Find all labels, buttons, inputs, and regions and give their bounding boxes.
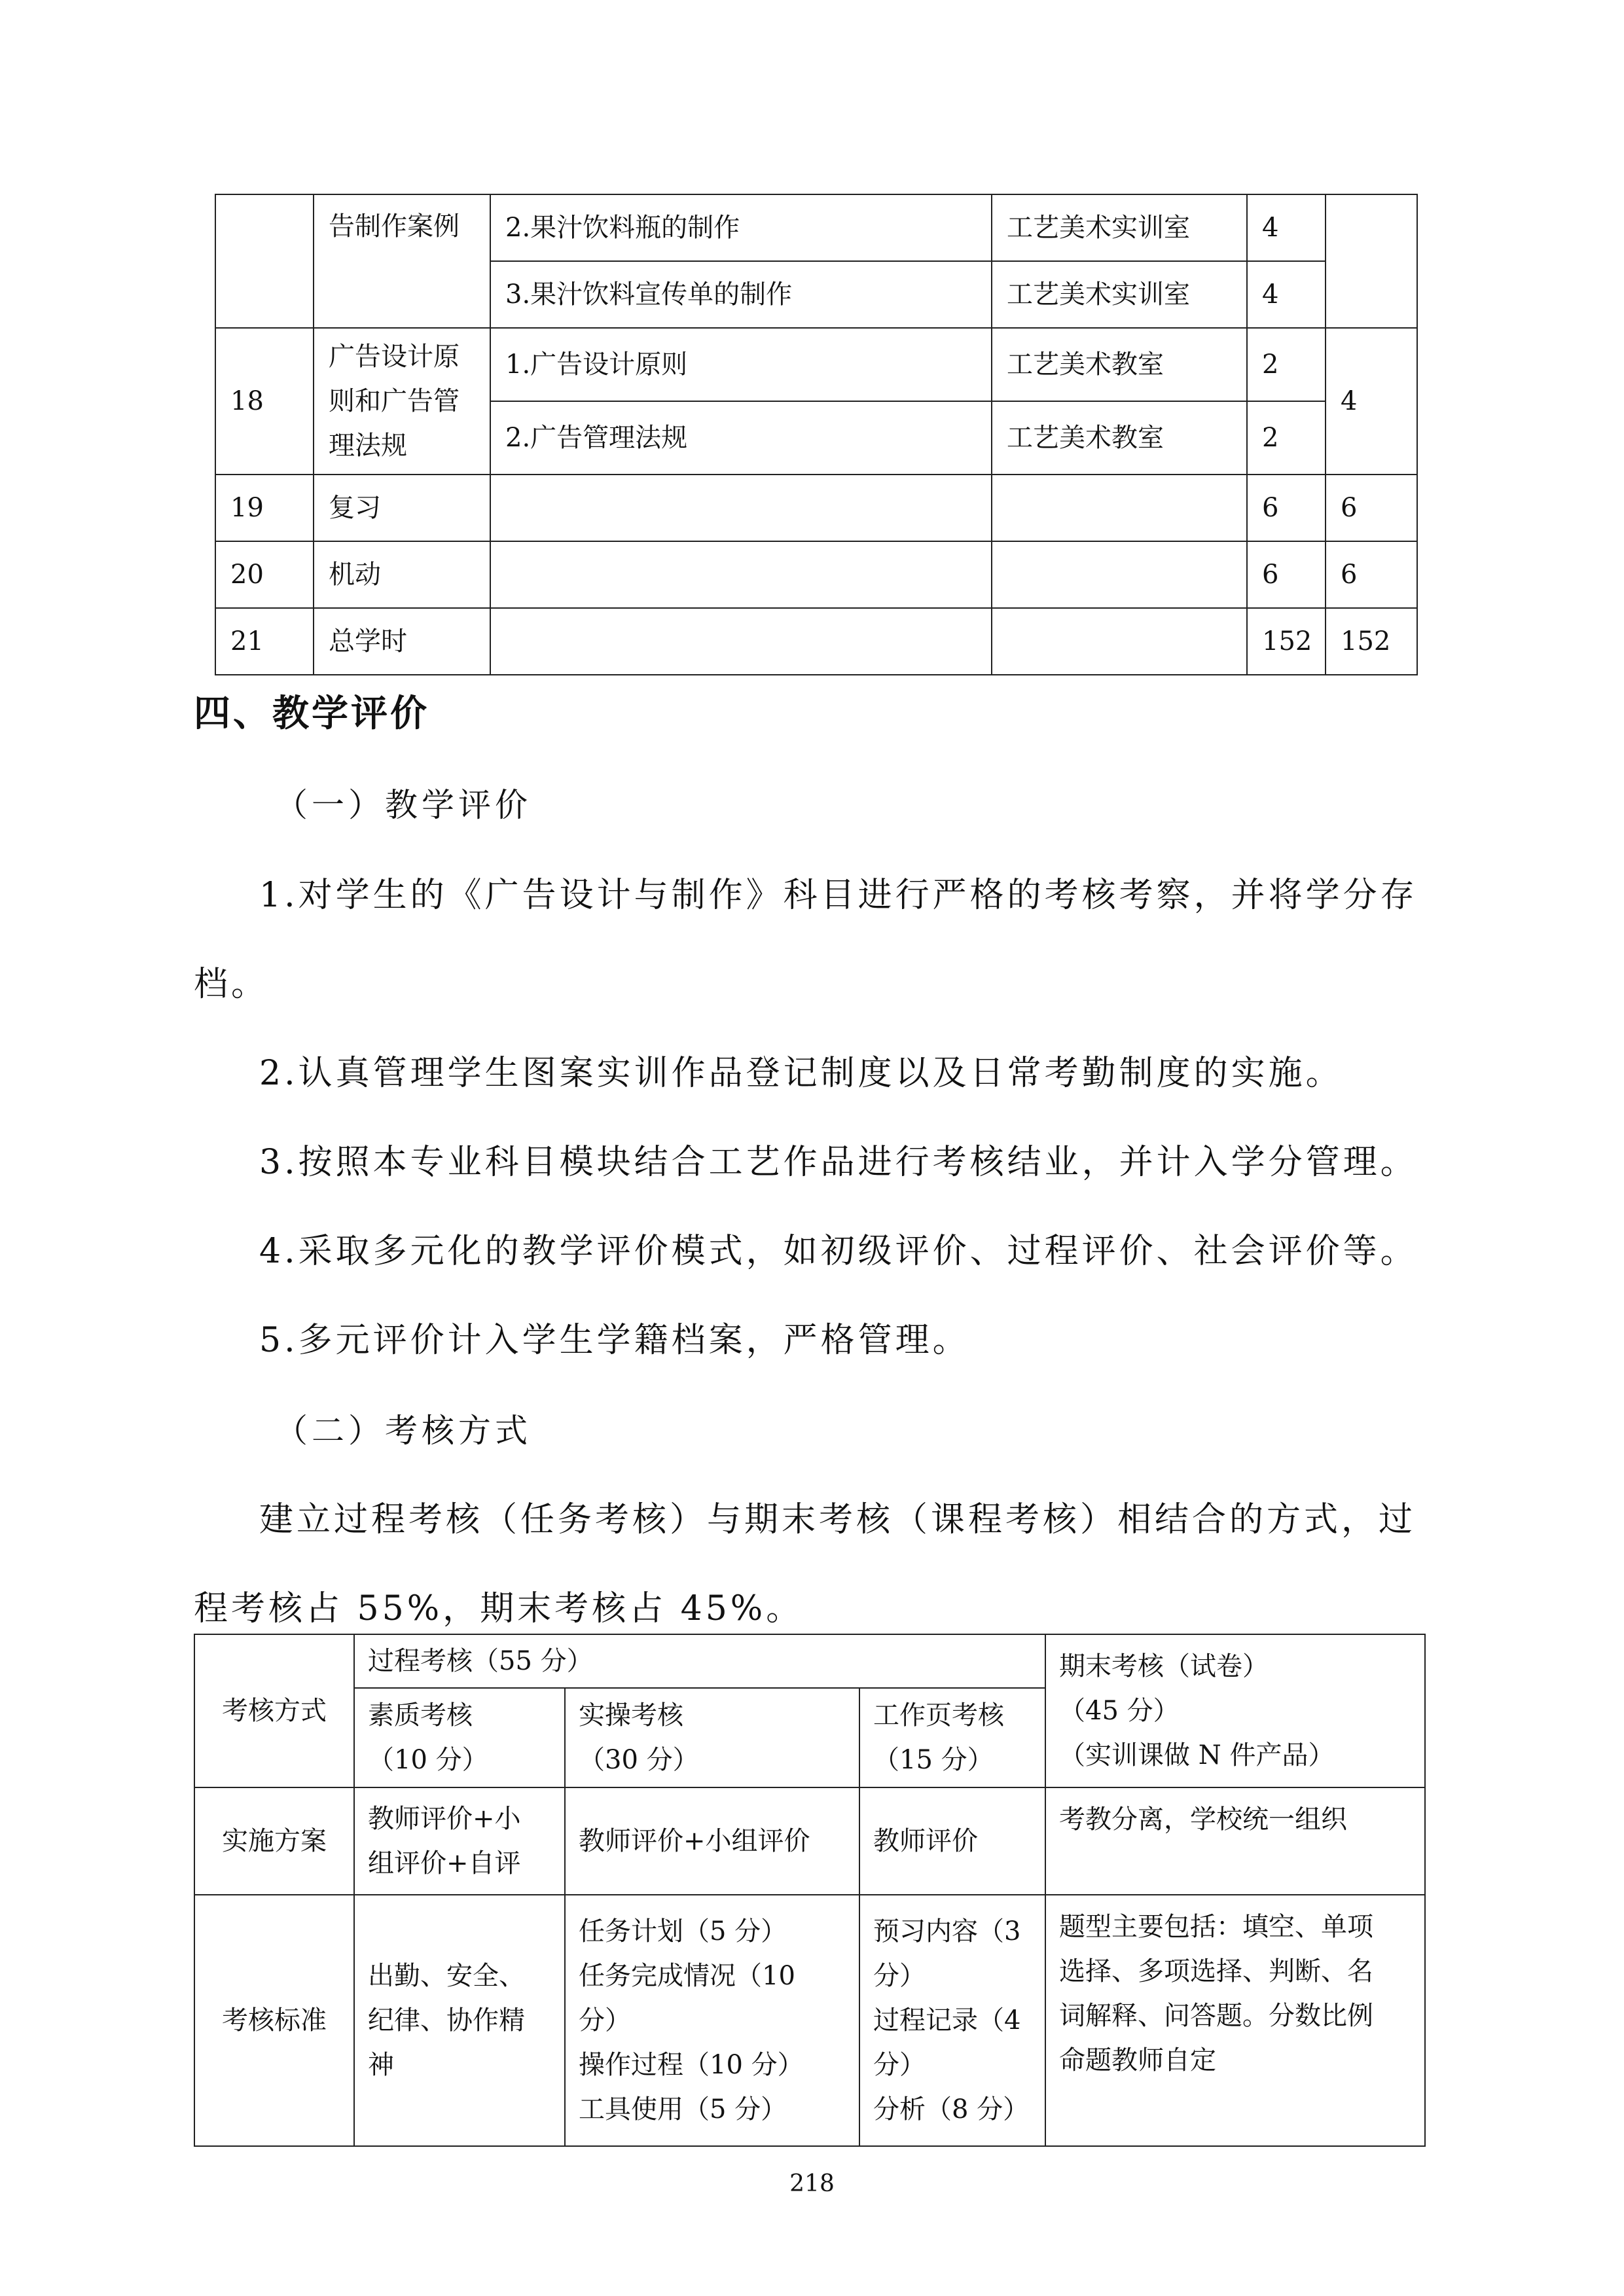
label-plan: 实施方案 bbox=[194, 1787, 354, 1895]
final-header bbox=[1045, 1634, 1425, 1787]
cell-content: 3.果汁饮料宣传单的制作 bbox=[490, 261, 992, 328]
topic-line: 广告设计原 bbox=[329, 342, 460, 372]
std-line: 过程记录（4 bbox=[873, 2005, 1021, 2036]
cell-topic: 复习 bbox=[314, 475, 490, 541]
cell-hours: 4 bbox=[1247, 261, 1326, 328]
cell-topic: 告制作案例 bbox=[314, 194, 490, 328]
header-line: （30 分） bbox=[579, 1745, 699, 1775]
subsection-heading-evaluation: （一）教学评价 bbox=[275, 786, 532, 824]
cell-topic: 机动 bbox=[314, 541, 490, 608]
section-heading: 四、教学评价 bbox=[194, 692, 429, 735]
final-line: 期末考核（试卷） bbox=[1059, 1651, 1269, 1681]
final-line: （45 分） bbox=[1059, 1696, 1180, 1726]
plan-line: 组评价+自评 bbox=[368, 1848, 521, 1878]
cell-content bbox=[490, 475, 992, 541]
std-line: 选择、多项选择、判断、名 bbox=[1059, 1956, 1374, 1986]
table-row bbox=[215, 541, 1417, 608]
std-line: 分） bbox=[873, 1961, 926, 1991]
std-line: 词解释、问答题。分数比例 bbox=[1059, 2001, 1374, 2031]
topic-line: 理法规 bbox=[329, 431, 407, 461]
method-description bbox=[194, 1475, 1437, 1653]
label-standard: 考核标准 bbox=[194, 1895, 354, 2146]
cell-total: 4 bbox=[1326, 328, 1417, 475]
std-line: 分） bbox=[873, 2050, 926, 2080]
cell-total: 6 bbox=[1326, 475, 1417, 541]
cell-content: 2.果汁饮料瓶的制作 bbox=[490, 194, 992, 261]
cell-venue: 工艺美术实训室 bbox=[992, 194, 1247, 261]
plan-workpage: 教师评价 bbox=[859, 1787, 1045, 1895]
plan-final: 考教分离，学校统一组织 bbox=[1045, 1787, 1425, 1895]
evaluation-items bbox=[194, 851, 1437, 1385]
cell-total: 152 bbox=[1326, 608, 1417, 675]
header-line: （15 分） bbox=[873, 1745, 994, 1775]
table-row bbox=[194, 1895, 1425, 2146]
subsection-heading-method: （二）考核方式 bbox=[275, 1412, 532, 1450]
header-line: 工作页考核 bbox=[873, 1700, 1004, 1731]
cell-content bbox=[490, 608, 992, 675]
cell-no: 19 bbox=[215, 475, 314, 541]
evaluation-item: 5.多元评价计入学生学籍档案，严格管理。 bbox=[259, 1321, 970, 1360]
cell-hours: 6 bbox=[1247, 475, 1326, 541]
header-line: （10 分） bbox=[368, 1745, 488, 1775]
cell-no: 20 bbox=[215, 541, 314, 608]
table-row bbox=[215, 194, 1417, 261]
quality-header bbox=[354, 1688, 565, 1787]
cell-content: 2.广告管理法规 bbox=[490, 401, 992, 475]
std-line: 任务完成情况（10 bbox=[579, 1961, 795, 1991]
process-header: 过程考核（55 分） bbox=[354, 1634, 1045, 1688]
cell-venue: 工艺美术教室 bbox=[992, 328, 1247, 401]
table-row bbox=[215, 475, 1417, 541]
std-line: 分） bbox=[579, 2005, 631, 2036]
cell-hours: 6 bbox=[1247, 541, 1326, 608]
std-line: 操作过程（10 分） bbox=[579, 2050, 804, 2080]
evaluation-item: 4.采取多元化的教学评价模式，如初级评价、过程评价、社会评价等。 bbox=[259, 1232, 1418, 1271]
cell-venue: 工艺美术教室 bbox=[992, 401, 1247, 475]
workpage-header bbox=[859, 1688, 1045, 1787]
page-number: 218 bbox=[789, 2170, 835, 2197]
cell-total: 6 bbox=[1326, 541, 1417, 608]
std-line: 任务计划（5 分） bbox=[579, 1916, 787, 1946]
std-line: 神 bbox=[368, 2050, 394, 2080]
evaluation-item: 3.按照本专业科目模块结合工艺作品进行考核结业，并计入学分管理。 bbox=[259, 1143, 1418, 1182]
evaluation-item: 2.认真管理学生图案实训作品登记制度以及日常考勤制度的实施。 bbox=[259, 1054, 1343, 1093]
std-line: 命题教师自定 bbox=[1059, 2045, 1217, 2075]
label-method: 考核方式 bbox=[194, 1634, 354, 1787]
header-line: 实操考核 bbox=[579, 1700, 683, 1731]
final-line: （实训课做 N 件产品） bbox=[1059, 1740, 1335, 1770]
std-operation bbox=[565, 1895, 859, 2146]
table-row bbox=[194, 1634, 1425, 1688]
cell-topic: 总学时 bbox=[314, 608, 490, 675]
cell-topic bbox=[314, 328, 490, 475]
std-line: 题型主要包括：填空、单项 bbox=[1059, 1912, 1374, 1942]
header-line: 素质考核 bbox=[368, 1700, 473, 1731]
cell-no bbox=[215, 194, 314, 328]
cell-total bbox=[1326, 194, 1417, 328]
cell-venue bbox=[992, 608, 1247, 675]
assessment-table bbox=[194, 1634, 1426, 2147]
table-row bbox=[194, 1787, 1425, 1895]
evaluation-item: 1.对学生的《广告设计与制作》科目进行严格的考核考察，并将学分存 bbox=[259, 876, 1418, 915]
method-line: 建立过程考核（任务考核）与期末考核（课程考核）相结合的方式，过 bbox=[259, 1500, 1416, 1539]
schedule-table bbox=[215, 194, 1418, 675]
table-row bbox=[215, 328, 1417, 401]
cell-venue bbox=[992, 475, 1247, 541]
plan-line: 教师评价+小 bbox=[368, 1804, 521, 1834]
method-line: 程考核占 55%，期末考核占 45%。 bbox=[194, 1589, 804, 1628]
cell-venue bbox=[992, 541, 1247, 608]
cell-content bbox=[490, 541, 992, 608]
std-line: 工具使用（5 分） bbox=[579, 2094, 787, 2125]
cell-no: 18 bbox=[215, 328, 314, 475]
std-final bbox=[1045, 1895, 1425, 2146]
cell-content: 1.广告设计原则 bbox=[490, 328, 992, 401]
cell-hours: 4 bbox=[1247, 194, 1326, 261]
table-row bbox=[215, 608, 1417, 675]
evaluation-item: 档。 bbox=[194, 965, 269, 1004]
cell-venue: 工艺美术实训室 bbox=[992, 261, 1247, 328]
std-line: 分析（8 分） bbox=[873, 2094, 1030, 2125]
plan-quality bbox=[354, 1787, 565, 1895]
cell-hours: 2 bbox=[1247, 401, 1326, 475]
cell-no: 21 bbox=[215, 608, 314, 675]
operation-header bbox=[565, 1688, 859, 1787]
topic-line: 则和广告管 bbox=[329, 386, 460, 416]
std-line: 预习内容（3 bbox=[873, 1916, 1021, 1946]
std-workpage bbox=[859, 1895, 1045, 2146]
cell-hours: 152 bbox=[1247, 608, 1326, 675]
plan-operation: 教师评价+小组评价 bbox=[565, 1787, 859, 1895]
std-quality bbox=[354, 1895, 565, 2146]
std-line: 纪律、协作精 bbox=[368, 2005, 525, 2036]
cell-hours: 2 bbox=[1247, 328, 1326, 401]
std-line: 出勤、安全、 bbox=[368, 1961, 525, 1991]
